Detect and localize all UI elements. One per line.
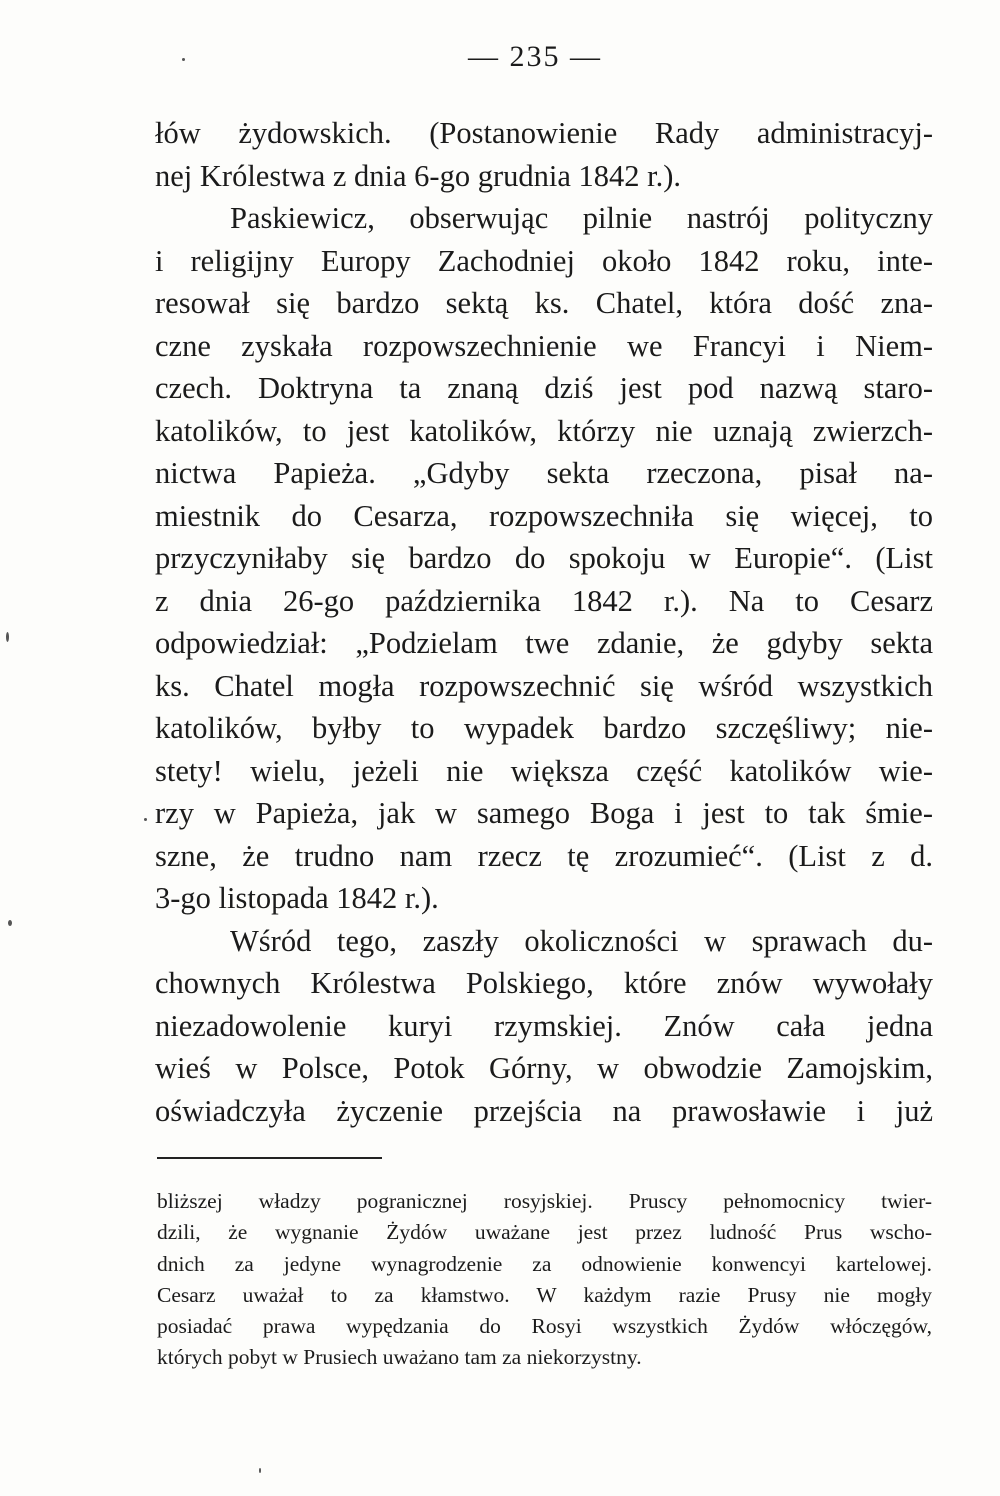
text-line: katolików, to jest katolików, którzy nie uznają zwierzch- bbox=[155, 413, 933, 448]
text-line: nictwa Papieża. „Gdyby sekta rzeczona, pisał na- bbox=[155, 456, 933, 490]
footnote-line: dzili, że wygnanie Żydów uważane jest przez ludność Prus wscho- bbox=[157, 1220, 932, 1245]
text-line: niezadowolenie kuryi rzymskiej. Znów cała jedna bbox=[155, 1008, 933, 1043]
footnote bbox=[157, 1186, 932, 1374]
text-line: czne zyskała rozpowszechnienie we Francyi i Niem- bbox=[155, 328, 933, 363]
text-line: chownych Królestwa Polskiego, które znów wywołały bbox=[155, 966, 933, 1000]
text-line: rzy w Papieża, jak w samego Boga i jest to tak śmie- bbox=[155, 796, 933, 830]
text-line: ks. Chatel mogła rozpowszechnić się wśród wszystkich bbox=[155, 668, 933, 703]
text-line: szne, że trudno nam rzecz tę zrozumieć“. (List z d. bbox=[155, 838, 933, 873]
body-text bbox=[155, 112, 933, 1132]
page-number: — 235 — bbox=[468, 40, 602, 73]
text-line: katolików, byłby to wypadek bardzo szczęśliwy; nie- bbox=[155, 711, 933, 745]
text-line: odpowiedział: „Podzielam twe zdanie, że gdyby sekta bbox=[155, 626, 933, 660]
scan-speck bbox=[8, 920, 12, 926]
scan-speck bbox=[259, 1468, 261, 1473]
footnote-line: posiadać prawa wypędzania do Rosyi wszystkich Żydów włóczęgów, bbox=[157, 1314, 932, 1339]
text-line: miestnik do Cesarza, rozpowszechniła się więcej, to bbox=[155, 498, 933, 533]
text-line: i religijny Europy Zachodniej około 1842 roku, inte- bbox=[155, 243, 933, 278]
text-line: Wśród tego, zaszły okoliczności w sprawach du- bbox=[230, 923, 933, 958]
text-line: nej Królestwa z dnia 6-go grudnia 1842 r.). bbox=[155, 158, 681, 193]
footnote-divider bbox=[157, 1157, 382, 1159]
scan-speck bbox=[144, 818, 147, 821]
scan-speck bbox=[182, 58, 185, 61]
footnote-line: Cesarz uważał to za kłamstwo. W każdym razie Prusy nie mogły bbox=[157, 1282, 932, 1307]
footnote-line: dnich za jedyne wynagrodzenie za odnowienie konwencyi kartelowej. bbox=[157, 1251, 932, 1276]
footnote-line: których pobyt w Prusiech uważano tam za niekorzystny. bbox=[157, 1345, 642, 1370]
text-line: Paskiewicz, obserwując pilnie nastrój polityczny bbox=[230, 201, 933, 235]
text-line: stety! wielu, jeżeli nie większa część katolików wie- bbox=[155, 753, 933, 788]
text-line: oświadczyła życzenie przejścia na prawosławie i już bbox=[155, 1093, 933, 1128]
text-line: czech. Doktryna ta znaną dziś jest pod nazwą staro- bbox=[155, 371, 933, 405]
text-line: z dnia 26-go października 1842 r.). Na to Cesarz bbox=[155, 583, 933, 618]
text-line: resował się bardzo sektą ks. Chatel, która dość zna- bbox=[155, 286, 933, 320]
text-line: wieś w Polsce, Potok Górny, w obwodzie Zamojskim, bbox=[155, 1051, 933, 1085]
text-line: łów żydowskich. (Postanowienie Rady administracyj- bbox=[155, 116, 933, 150]
text-line: przyczyniłaby się bardzo do spokoju w Europie“. (List bbox=[155, 541, 933, 575]
scan-speck bbox=[6, 632, 9, 642]
text-line: 3-go listopada 1842 r.). bbox=[155, 881, 439, 915]
footnote-line: bliższej władzy pogranicznej rosyjskiej. Pruscy pełnomocnicy twier- bbox=[157, 1189, 932, 1213]
